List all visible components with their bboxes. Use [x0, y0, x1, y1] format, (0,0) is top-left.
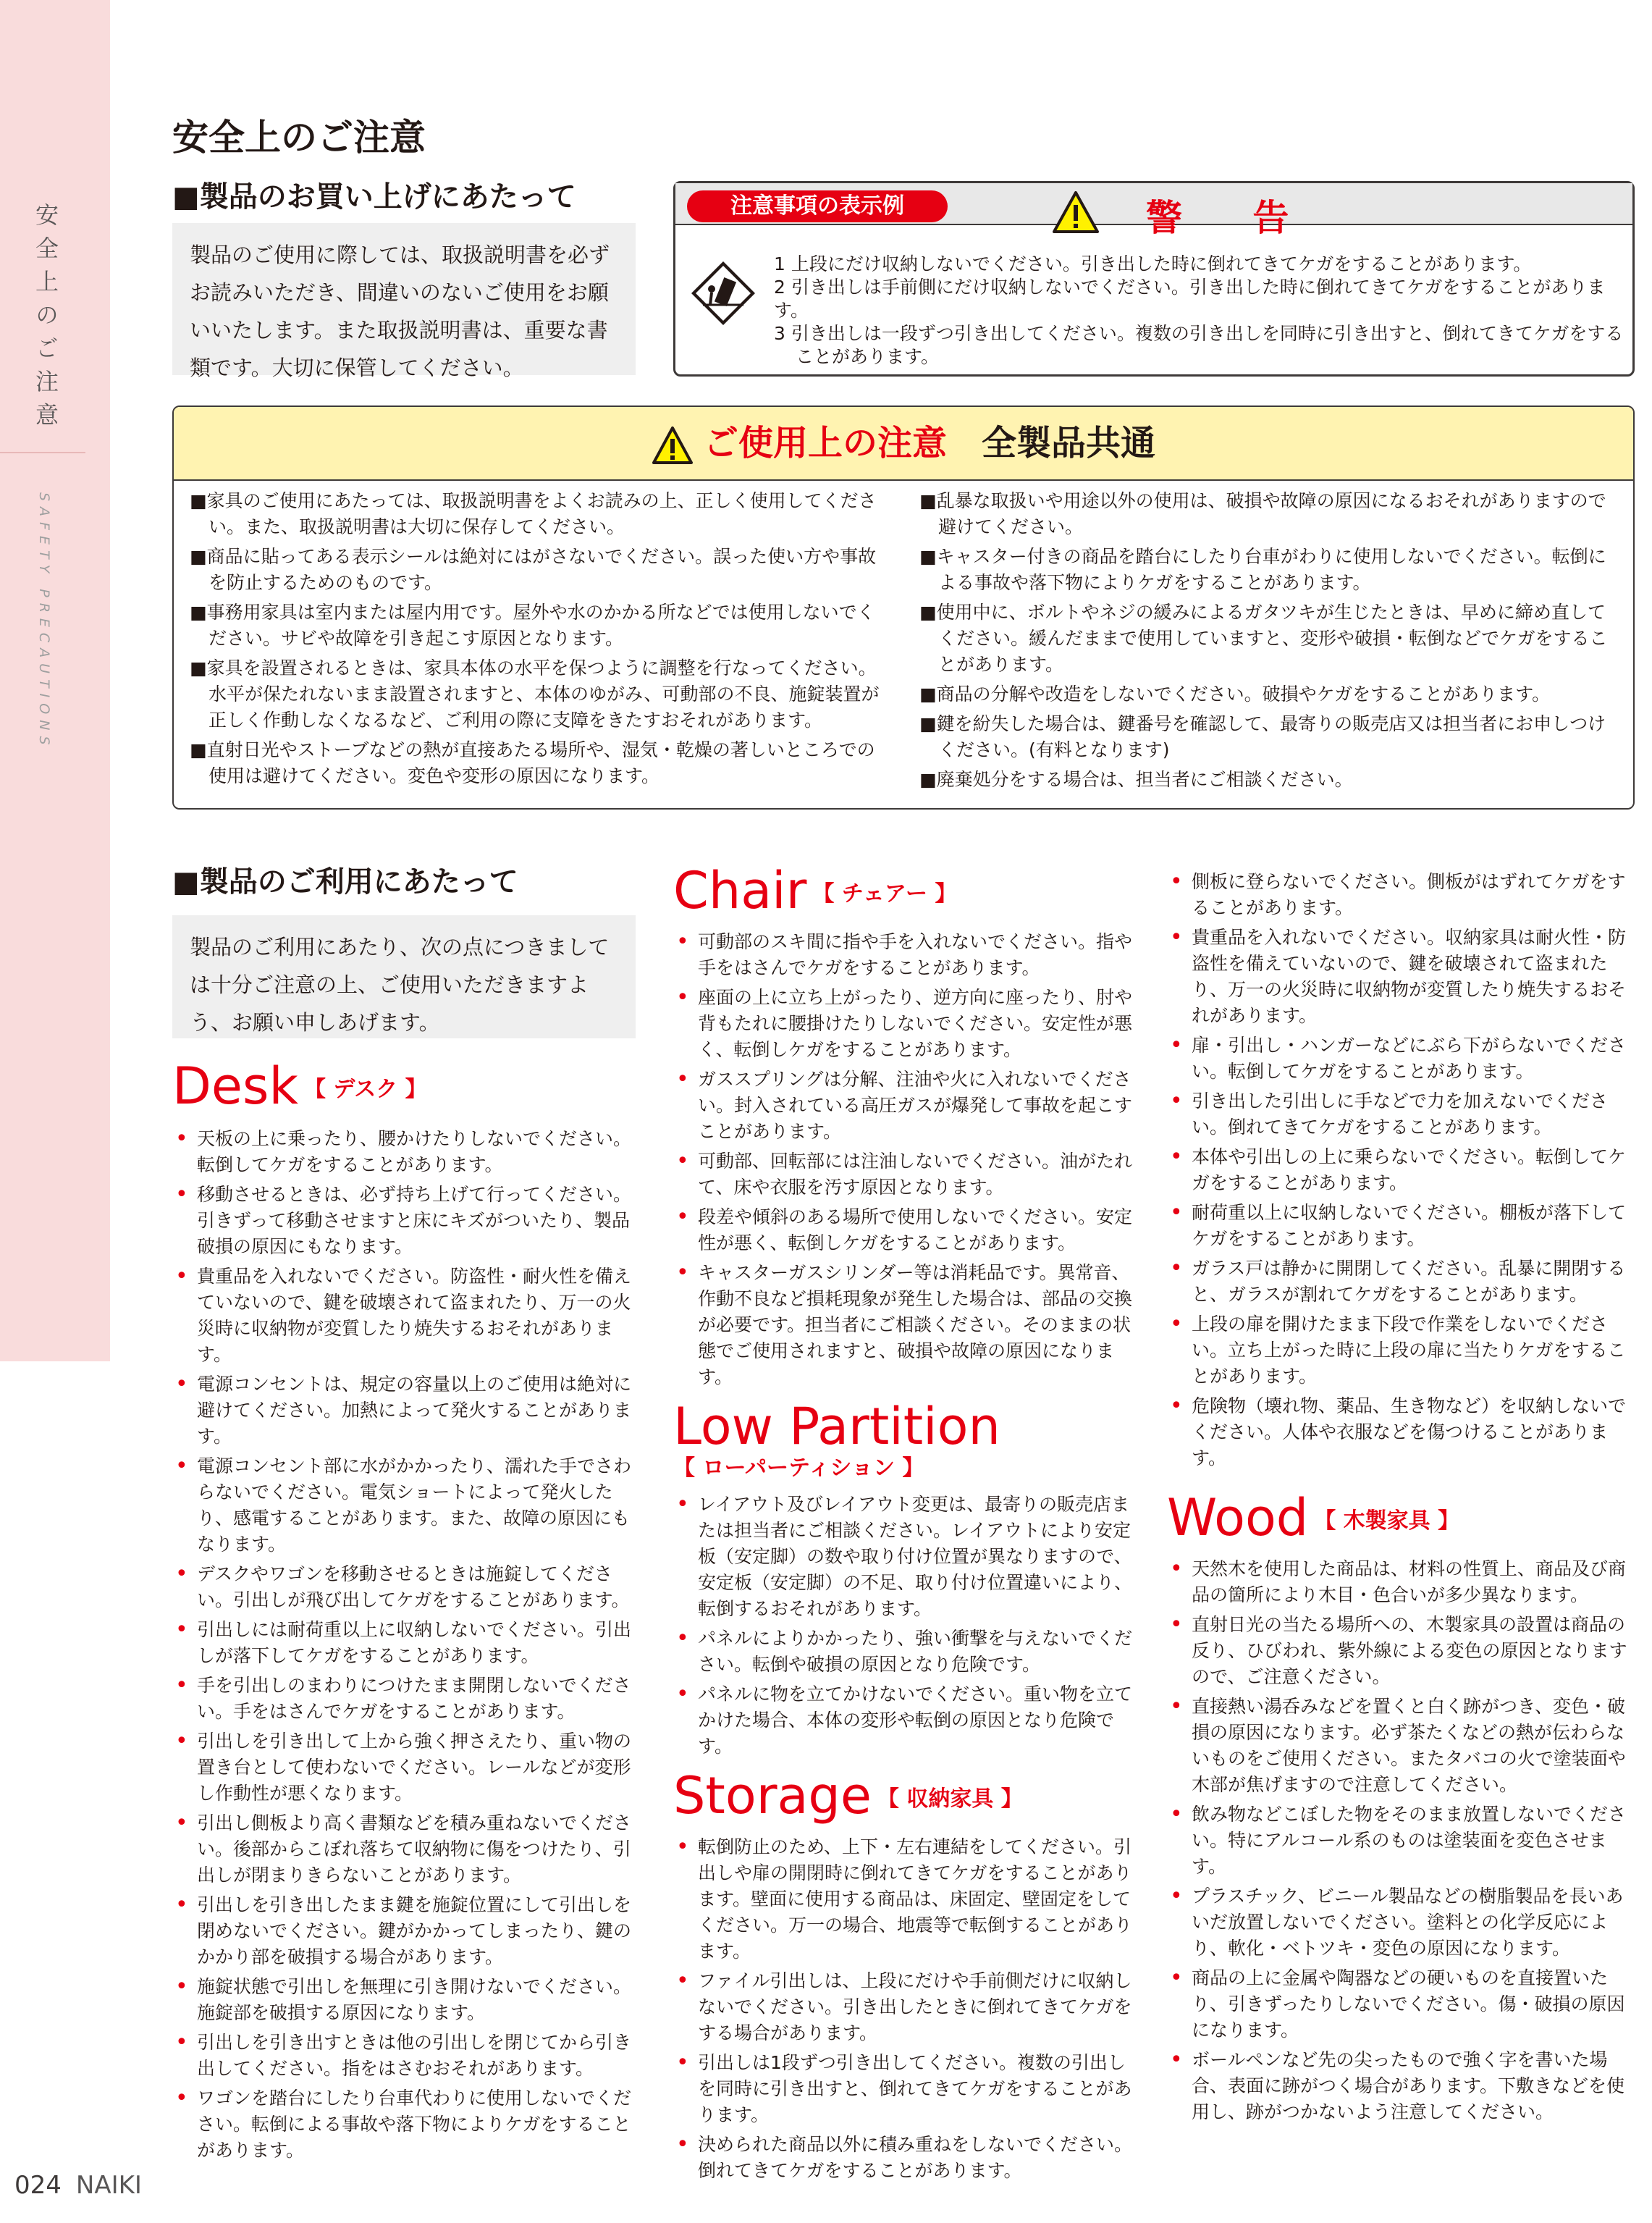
caution-item: ■事務用家具は室内または屋内用です。屋外や水のかかる所などでは使用しないでください。サビや故障を引き起こす原因となります。 — [190, 602, 875, 649]
caution-title-red: ご使用上の注意 — [703, 423, 947, 463]
caution-item: ■商品の分解や改造をしないでください。破損やケガをすることがあります。 — [919, 684, 1551, 705]
partition-item: • パネルによりかかったり、強い衝撃を与えないでください。転倒や破損の原因となり危険です。 — [673, 1626, 1137, 1678]
caution-item: ■家具のご使用にあたっては、取扱説明書をよくお読みの上、正しく使用してください。また、取扱説明書は大切に保存してください。 — [190, 490, 877, 537]
usage-heading: ■製品のご利用にあたって — [172, 865, 518, 899]
storage-cont-list — [1167, 869, 1638, 1471]
chair-item: • ガススプリングは分解、注油や火に入れないでください。封入されている高圧ガスが爆発して事故を起こすことがあります。 — [673, 1067, 1137, 1145]
sidebar-divider — [0, 452, 85, 453]
storage-item: • 貴重品を入れないでください。収納家具は耐火性・防盗性を備えていないので、鍵を破壊されて盗まれたり、万一の火災時に収納物が変質したり焼失するおそれがあります。 — [1167, 925, 1638, 1029]
desk-item: • 施錠状態で引出しを無理に引き開けないでください。施錠部を破損する原因になります。 — [172, 1974, 636, 2026]
page-title: 安全上のご注意 — [172, 117, 426, 159]
warning-triangle-icon — [1052, 190, 1100, 234]
storage-item: • 引き出した引出しに手などで力を加えないでください。倒れてきてケガをすることがあります。 — [1167, 1088, 1638, 1140]
storage-title: Storage — [673, 1765, 872, 1825]
caution-title-black: 全製品共通 — [982, 423, 1156, 463]
caution-item: ■キャスター付きの商品を踏台にしたり台車がわりに使用しないでください。転倒による事故や落下物によりケガをすることがあります。 — [919, 546, 1606, 593]
column-1 — [172, 862, 636, 2167]
sidebar-title-jp: 安全上のご注意 — [32, 203, 59, 436]
chair-item: • 可動部のスキ間に指や手を入れないでください。指や手をはさんでケガをすることがあります。 — [673, 929, 1137, 981]
desk-item: • 手を引出しのまわりにつけたまま開閉しないでください。手をはさんでケガをすることがあります。 — [172, 1673, 636, 1725]
storage-item: • ガラス戸は静かに開閉してください。乱暴に開閉すると、ガラスが割れてケガをすることがあります。 — [1167, 1256, 1638, 1308]
wood-item: • 商品の上に金属や陶器などの硬いものを直接置いたり、引きずったりしないでください。傷・破損の原因になります。 — [1167, 1965, 1638, 2043]
wood-item: • 直接熱い湯呑みなどを置くと白く跡がつき、変色・破損の原因になります。必ず茶たくなどの熱が伝わらないものをご使用ください。またタバコの火で塗装面や木部が焦げますので注意してください。 — [1167, 1694, 1638, 1798]
caution-triangle-icon — [652, 426, 694, 465]
example-item: 3 引き出しは一段ずつ引き出してください。複数の引き出しを同時に引き出すと、倒れてきてケガをすることがあります。 — [774, 323, 1624, 367]
storage-item: • 耐荷重以上に収納しないでください。棚板が落下してケガをすることがあります。 — [1167, 1200, 1638, 1252]
storage-item: • 決められた商品以外に積み重ねをしないでください。倒れてきてケガをすることがあります。 — [673, 2132, 1137, 2184]
caution-item: ■商品に貼ってある表示シールは絶対にはがさないでください。誤った使い方や事故を防止するためのものです。 — [190, 546, 877, 593]
partition-title-jp: 【 ローパーティション 】 — [673, 1455, 924, 1481]
chair-list — [673, 929, 1137, 1390]
chair-title-jp: 【 チェアー 】 — [812, 881, 957, 907]
wood-item: • ボールペンなど先の尖ったもので強く字を書いた場合、表面に跡がつく場合があります。下敷きなどを使用し、跡がつかないよう注意してください。 — [1167, 2047, 1638, 2125]
column-3 — [1167, 869, 1638, 2129]
desk-item: • ワゴンを踏台にしたり台車代わりに使用しないでください。転倒による事故や落下物によりケガをすることがあります。 — [172, 2085, 636, 2164]
storage-item: • 側板に登らないでください。側板がはずれてケガをすることがあります。 — [1167, 869, 1638, 921]
storage-section-title — [673, 1767, 1137, 1828]
partition-item: • レイアウト及びレイアウト変更は、最寄りの販売店または担当者にご相談ください。レイアウトにより安定板（安定脚）の数や取り付け位置が異なりますので、安定板（安定脚）の不足、取り付け位置違いにより、転倒するおそれがあります。 — [673, 1492, 1137, 1622]
wood-section-title — [1167, 1489, 1638, 1550]
chair-item: • キャスターガスシリンダー等は消耗品です。異常音、作動不良など損耗現象が発生した場合は、部品の交換が必要です。担当者にご相談ください。そのままの状態でご使用されますと、破損や故障の原因になります。 — [673, 1260, 1137, 1390]
caution-title — [174, 407, 1633, 479]
column-2 — [673, 862, 1137, 2188]
partition-title: Low Partition — [673, 1396, 1000, 1456]
caution-left-column — [190, 488, 892, 793]
desk-item: • 引出しを引き出したまま鍵を施錠位置にして引出しを閉めないでください。鍵がかかってしまったり、鍵のかかり部を破損する場合があります。 — [172, 1892, 636, 1970]
storage-item: • 扉・引出し・ハンガーなどにぶら下がらないでください。転倒してケガをすることがあります。 — [1167, 1033, 1638, 1085]
wood-item: • 飲み物などこぼした物をそのまま放置しないでください。特にアルコール系のものは塗装面を変色させます。 — [1167, 1802, 1638, 1880]
storage-title-jp: 【 収納家具 】 — [877, 1786, 1023, 1812]
desk-list — [172, 1126, 636, 2164]
example-list — [774, 253, 1632, 369]
storage-item: • ファイル引出しは、上段にだけや手前側だけに収納しないでください。引き出したときに倒れてきてケガをする場合があります。 — [673, 1968, 1137, 2046]
storage-item: • 引出しは1段ずつ引き出してください。複数の引出しを同時に引き出すと、倒れてきてケガをすることがあります。 — [673, 2050, 1137, 2128]
storage-list — [673, 1834, 1137, 2184]
page-footer — [14, 2171, 142, 2200]
wood-title: Wood — [1167, 1488, 1309, 1547]
desk-item: • 引出しを引き出すときは他の引出しを閉じてから引き出してください。指をはさむおそれがあります。 — [172, 2030, 636, 2082]
desk-item: • 天板の上に乗ったり、腰かけたりしないでください。転倒してケガをすることがあります。 — [172, 1126, 636, 1178]
desk-title-jp: 【 デスク 】 — [303, 1076, 427, 1102]
desk-item: • 引出し側板より高く書類などを積み重ねないでください。後部からこぼれ落ちて収納物に傷をつけたり、引出しが閉まりきらないことがあります。 — [172, 1810, 636, 1888]
brand-name: NAIKI — [75, 2171, 142, 2200]
desk-item: • デスクやワゴンを移動させるときは施錠してください。引出しが飛び出してケガをすることがあります。 — [172, 1561, 636, 1613]
chair-item: • 可動部、回転部には注油しないでください。油がたれて、床や衣服を汚す原因となります。 — [673, 1148, 1137, 1201]
partition-list — [673, 1492, 1137, 1760]
wood-list — [1167, 1556, 1638, 2125]
caution-item: ■廃棄処分をする場合は、担当者にご相談ください。 — [919, 769, 1353, 790]
caution-right-column — [919, 488, 1622, 797]
example-item: 2 引き出しは手前側にだけ収納しないでください。引き出した時に倒れてきてケガをすることがあります。 — [774, 277, 1606, 321]
desk-section-title — [172, 1057, 636, 1119]
partition-item: • パネルに物を立てかけないでください。重い物を立てかけた場合、本体の変形や転倒の原因となり危険です。 — [673, 1681, 1137, 1760]
storage-item: • 危険物（壊れ物、薬品、生き物など）を収納しないでください。人体や衣服などを傷つけることがあります。 — [1167, 1393, 1638, 1471]
storage-item: • 上段の扉を開けたまま下段で作業をしないでください。立ち上がった時に上段の扉に当たりケガをすることがあります。 — [1167, 1311, 1638, 1390]
common-caution-box — [172, 405, 1635, 810]
wood-item: • プラスチック、ビニール製品などの樹脂製品を長いあいだ放置しないでください。塗料との化学反応により、軟化・ベトツキ・変色の原因になります。 — [1167, 1883, 1638, 1962]
usage-body: 製品のご利用にあたり、次の点につきましては十分ご注意の上、ご使用いただきますよう、お願い申しあげます。 — [172, 915, 636, 1038]
desk-item: • 電源コンセント部に水がかかったり、濡れた手でさわらないでください。電気ショートによって発火したり、感電することがあります。また、故障の原因にもなります。 — [172, 1453, 636, 1558]
sidebar-title-en: SAFETY PRECAUTIONS — [36, 492, 52, 751]
example-label: 注意事項の表示例 — [687, 190, 948, 222]
caution-item: ■使用中に、ボルトやネジの緩みによるガタツキが生じたときは、早めに締め直してください。緩んだままで使用していますと、変形や破損・転倒などでケガをすることがあります。 — [919, 602, 1608, 675]
wood-item: • 直射日光の当たる場所への、木製家具の設置は商品の反り、ひびわれ、紫外線による変色の原因となりますので、ご注意ください。 — [1167, 1612, 1638, 1690]
example-item: 1 上段にだけ収納しないでください。引き出した時に倒れてきてケガをすることがあります。 — [774, 253, 1532, 274]
desk-title: Desk — [172, 1056, 298, 1116]
warning-example-box — [673, 181, 1635, 377]
purchase-body: 製品のご使用に際しては、取扱説明書を必ずお読みいただき、間違いのないご使用をお願いいたします。また取扱説明書は、重要な書類です。大切に保管してください。 — [172, 223, 636, 375]
wood-title-jp: 【 木製家具 】 — [1314, 1508, 1460, 1534]
chair-title: Chair — [673, 861, 807, 920]
page-number: 024 — [14, 2171, 62, 2200]
storage-item: • 転倒防止のため、上下・左右連結をしてください。引出しや扉の開閉時に倒れてきてケガをすることがあります。壁面に使用する商品は、床固定、壁固定をしてください。万一の場合、地震等で転倒することがあります。 — [673, 1834, 1137, 1964]
chair-section-title — [673, 862, 1137, 923]
wood-item: • 天然木を使用した商品は、材料の性質上、商品及び商品の箇所により木目・色合いが多少異なります。 — [1167, 1556, 1638, 1608]
caution-item: ■家具を設置されるときは、家具本体の水平を保つように調整を行なってください。水平が保たれないまま設置されますと、本体のゆがみ、可動部の不良、施錠装置が正しく作動しなくなるなど、ご利用の際に支障をきたすおそれがあります。 — [190, 657, 880, 731]
desk-item: • 引出しには耐荷重以上に収納しないでください。引出しが落下してケガをすることがあります。 — [172, 1617, 636, 1669]
storage-item: • 本体や引出しの上に乗らないでください。転倒してケガをすることがあります。 — [1167, 1144, 1638, 1196]
chair-item: • 座面の上に立ち上がったり、逆方向に座ったり、肘や背もたれに腰掛けたりしないでください。安定性が悪く、転倒しケガをすることがあります。 — [673, 985, 1137, 1063]
chair-item: • 段差や傾斜のある場所で使用しないでください。安定性が悪く、転倒しケガをすることがあります。 — [673, 1204, 1137, 1256]
caution-item: ■乱暴な取扱いや用途以外の使用は、破損や故障の原因になるおそれがありますので避けてください。 — [919, 490, 1606, 537]
purchase-heading: ■製品のお買い上げにあたって — [172, 180, 576, 214]
warning-example-header — [675, 183, 1632, 239]
desk-item: • 移動させるときは、必ず持ち上げて行ってください。引きずって移動させますと床にキズがついたり、製品破損の原因にもなります。 — [172, 1182, 636, 1260]
warning-word: 警 告 — [1146, 197, 1318, 239]
sidebar-tip — [0, 1159, 110, 1361]
caution-item: ■鍵を紛失した場合は、鍵番号を確認して、最寄りの販売店又は担当者にお申しつけください。(有料となります) — [919, 713, 1606, 760]
caution-item: ■直射日光やストーブなどの熱が直接あたる場所や、湿気・乾燥の著しいところでの使用は避けてください。変色や変形の原因になります。 — [190, 739, 875, 786]
caution-header — [174, 407, 1633, 481]
falling-cabinet-icon — [690, 260, 757, 327]
desk-item: • 貴重品を入れないでください。防盗性・耐火性を備えていないので、鍵を破壊されて盗まれたり、万一の火災時に収納物が変質したり焼失するおそれがあります。 — [172, 1264, 636, 1368]
desk-item: • 電源コンセントは、規定の容量以上のご使用は絶対に避けてください。加熱によって発火することがあります。 — [172, 1371, 636, 1450]
desk-item: • 引出しを引き出して上から強く押さえたり、重い物の置き台として使わないでください。レールなどが変形し作動性が悪くなります。 — [172, 1728, 636, 1807]
